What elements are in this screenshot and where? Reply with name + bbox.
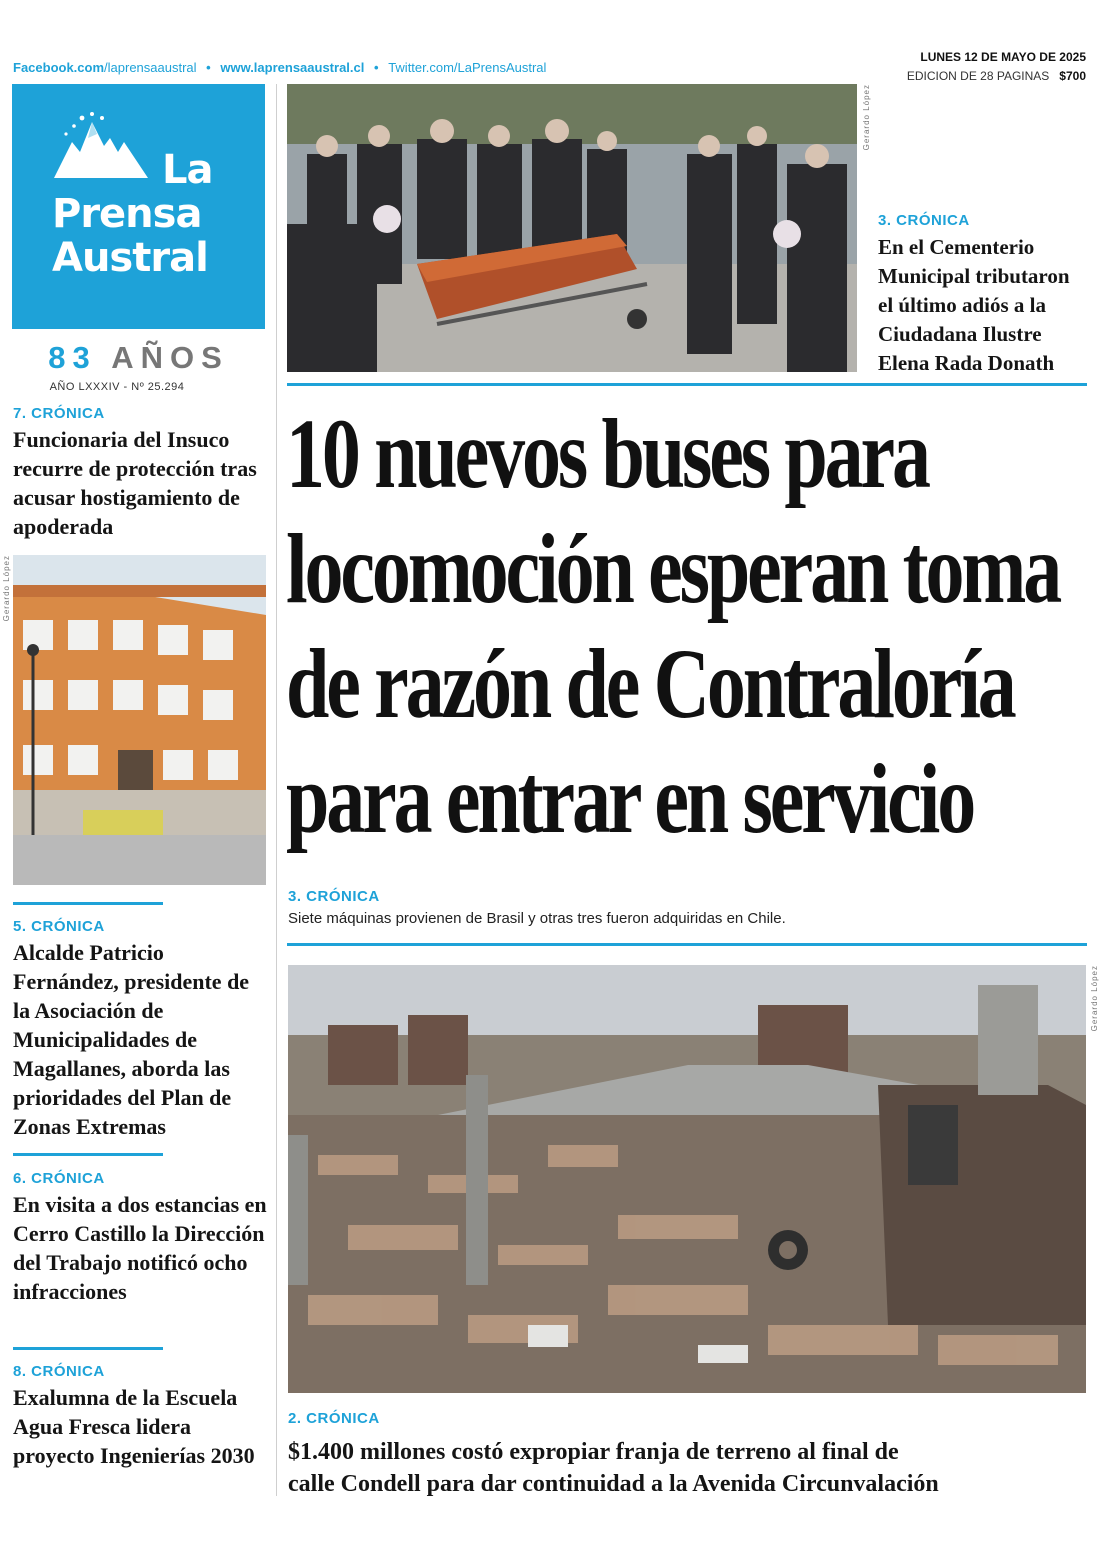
photo-credit: Gerardo López xyxy=(862,84,871,151)
masthead-logo[interactable] xyxy=(12,84,265,329)
section-tag: 6. CRÓNICA xyxy=(13,1170,105,1187)
section-tag: 2. CRÓNICA xyxy=(288,1410,380,1427)
sidebar-divider xyxy=(13,1153,163,1156)
section-divider xyxy=(287,383,1087,386)
section-tag: 8. CRÓNICA xyxy=(13,1363,105,1380)
story-title: Alcalde Patricio Fernández, presidente de la Asociación de Municipalidades de Magallanes, aborda las prioridades del Plan de Zonas Extremas xyxy=(13,940,250,1139)
main-subtitle: Siete máquinas provienen de Brasil y otras tres fueron adquiridas en Chile. xyxy=(288,910,786,927)
sidebar-story-1[interactable] xyxy=(13,405,268,541)
photo-credit: Gerardo López xyxy=(1090,965,1099,1032)
logo-text-prensa: Prensa xyxy=(52,191,202,237)
column-divider xyxy=(276,84,277,1496)
twitter-link[interactable]: Twitter.com/LaPrensAustral xyxy=(388,60,547,75)
sidebar-divider xyxy=(13,1347,163,1350)
sidebar-divider xyxy=(13,902,163,905)
section-divider xyxy=(287,943,1087,946)
section-tag: 3. CRÓNICA xyxy=(288,888,380,905)
issue-date-block xyxy=(907,48,1086,86)
facebook-link[interactable]: Facebook.com/laprensaaustral xyxy=(13,60,197,75)
social-links: Facebook.com/laprensaaustral • www.laprensaaustral.cl • Twitter.com/LaPrensAustral xyxy=(13,60,547,75)
section-tag: 5. CRÓNICA xyxy=(13,918,105,935)
website-link[interactable]: www.laprensaaustral.cl xyxy=(220,60,365,75)
story-title: Exalumna de la Escuela Agua Fresca lidera proyecto Ingenierías 2030 xyxy=(13,1385,255,1468)
logo-text-austral: Austral xyxy=(52,235,208,281)
main-headline[interactable]: 10 nuevos buses para locomoción esperan toma de razón de Contraloría para entrar en servicio xyxy=(286,398,1060,854)
expropriation-photo xyxy=(288,965,1086,1393)
page-count: EDICION DE 28 PAGINAS xyxy=(906,69,1050,83)
bottom-story-title[interactable]: $1.400 millones costó expropiar franja de terreno al final de calle Condell para dar continuidad a la Avenida Circunvalación xyxy=(288,1439,939,1497)
story-title: En visita a dos estancias en Cerro Castillo la Dirección del Trabajo notificó ocho infracciones xyxy=(13,1192,267,1304)
issue-date: LUNES 12 DE MAYO DE 2025 xyxy=(920,50,1086,64)
logo-text-la: La xyxy=(162,147,213,193)
story-title: En el Cementerio Municipal tributaron el último adiós a la Ciudadana Ilustre Elena Rada Donath xyxy=(878,235,1070,375)
section-tag: 3. CRÓNICA xyxy=(878,212,970,229)
story-title: Funcionaria del Insuco recurre de protección tras acusar hostigamiento de apoderada xyxy=(13,427,257,539)
sidebar-story-3[interactable] xyxy=(13,1170,268,1306)
photo-credit: Gerardo López xyxy=(2,555,11,622)
sidebar-story-2[interactable] xyxy=(13,918,268,1141)
top-story[interactable] xyxy=(878,212,1088,378)
funeral-photo xyxy=(287,84,857,372)
sidebar-story-4[interactable] xyxy=(13,1363,268,1470)
section-tag: 7. CRÓNICA xyxy=(13,405,105,422)
anniversary: 83 AÑOS xyxy=(48,340,229,375)
price: $700 xyxy=(1059,69,1086,83)
edition-number: AÑO LXXXIV - Nº 25.294 xyxy=(49,381,185,393)
mountain-logo-icon xyxy=(52,112,152,182)
school-photo xyxy=(13,555,266,885)
